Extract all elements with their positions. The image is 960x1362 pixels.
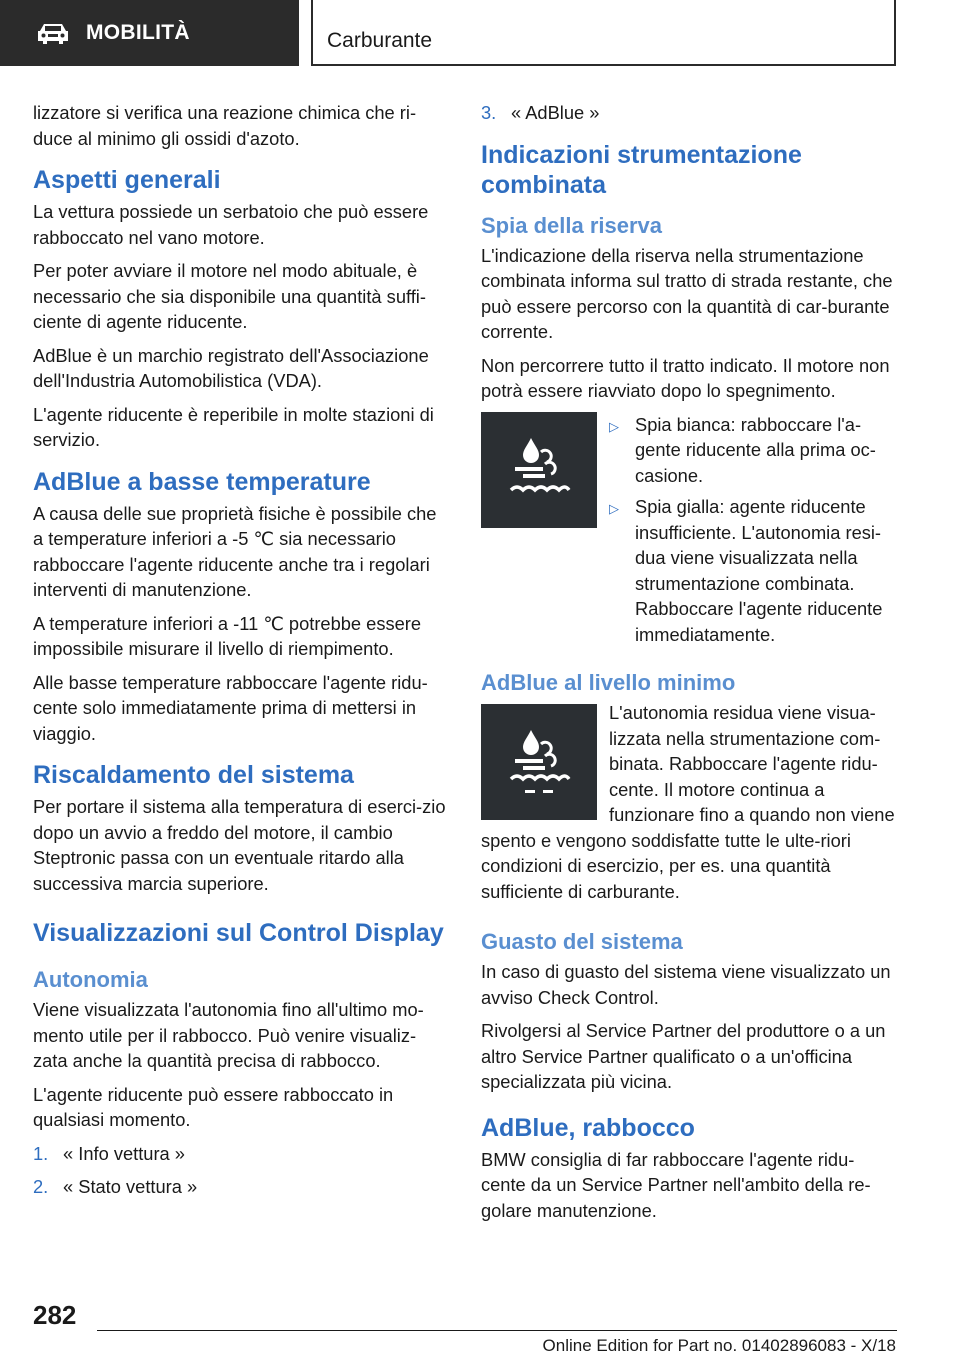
section-title: MOBILITÀ xyxy=(86,21,190,44)
paragraph: A causa delle sue proprietà fisiche è possibile che a temperature inferiori a -5 ℃ sia necessario rabboccare l'agente riducente anche tra i regolari interventi di manutenzione. xyxy=(33,502,437,600)
steps-list-continued xyxy=(481,100,899,126)
heading-rabbocco: AdBlue, rabbocco xyxy=(481,1113,695,1142)
adblue-warning-icon xyxy=(501,432,577,508)
list-item xyxy=(33,1174,447,1200)
paragraph: La vettura possiede un serbatoio che può essere rabboccato nel vano motore. xyxy=(33,201,429,248)
list-item xyxy=(609,412,899,489)
paragraph: AdBlue è un marchio registrato dell'Associazione dell'Industria Automobilistica (VDA). xyxy=(33,344,429,391)
heading-livello-minimo: AdBlue al livello minimo xyxy=(481,670,736,695)
subsection-title: Carburante xyxy=(327,29,433,52)
paragraph: Viene visualizzata l'autonomia fino all'ultimo mo-mento utile per il rabbocco. Può venire visualiz-zata anche la quantità precisa di rabbocco. xyxy=(33,999,424,1071)
step-text: « Info vettura » xyxy=(63,1142,185,1164)
paragraph: Rivolgersi al Service Partner del produttore o a un altro Service Partner qualificato o a un'officina specializzata più vicina. xyxy=(481,1020,886,1092)
paragraph: Per poter avviare il motore nel modo abituale, è necessario che sia disponibile una quantità suffi-ciente di agente riducente. xyxy=(33,260,426,332)
paragraph: A temperature inferiori a -11 ℃ potrebbe essere impossibile misurare il livello di riempimento. xyxy=(33,612,422,659)
steps-list xyxy=(33,1141,447,1200)
triangle-bullet-icon: ▷ xyxy=(609,501,619,516)
paragraph: Alle basse temperature rabboccare l'agente ridu-cente solo immediatamente prima di mettersi in viaggio. xyxy=(33,671,428,744)
footer-divider xyxy=(97,1330,897,1331)
heading-indicazioni: Indicazioni strumentazione combinata xyxy=(481,140,802,199)
reserve-warning-block xyxy=(481,412,899,654)
bullet-text: Spia bianca: rabboccare l'a-gente riducente alla prima oc-casione. xyxy=(635,413,876,486)
list-item xyxy=(33,1141,447,1167)
heading-autonomia: Autonomia xyxy=(33,967,148,992)
intro-paragraph: lizzatore si verifica una reazione chimica che ri-duce al minimo gli ossidi d'azoto. xyxy=(33,102,417,149)
adblue-warning-icon xyxy=(481,412,597,528)
paragraph: L'agente riducente può essere rabboccato in qualsiasi momento. xyxy=(33,1083,394,1130)
list-item xyxy=(481,100,899,126)
step-text: « AdBlue » xyxy=(511,102,600,123)
paragraph: Non percorrere tutto il tratto indicato. Il motore non potrà essere riavviato dopo lo spegnimento. xyxy=(481,354,890,401)
paragraph: L'autonomia residua viene visua-lizzata nella strumentazione com-binata. Rabboccare l'agente ridu-cente. Il motore continua a funzionare fino a quando non viene spento e vengono soddisfatte tutte le ulte-riori condizioni di esercizio, per es. una quantità sufficiente di carburante. xyxy=(481,702,895,902)
page-header xyxy=(0,0,960,66)
list-item xyxy=(609,494,899,647)
subsection-box xyxy=(311,0,896,66)
step-number: 2. xyxy=(33,1176,49,1197)
paragraph: BMW consiglia di far rabboccare l'agente ridu-cente da un Service Partner nell'ambito della re-golare manutenzione. xyxy=(481,1148,871,1221)
section-tab xyxy=(0,0,299,66)
paragraph: L'agente riducente è reperibile in molte stazioni di servizio. xyxy=(33,403,434,450)
paragraph: L'indicazione della riserva nella strumentazione combinata informa sul tratto di strada restante, che può essere percorso con la quantità di car-burante corrente. xyxy=(481,244,893,342)
adblue-minimum-icon xyxy=(501,724,577,800)
heading-spia-riserva: Spia della riserva xyxy=(481,212,662,238)
triangle-bullet-icon: ▷ xyxy=(609,418,619,434)
heading-basse-temperature: AdBlue a basse temperature xyxy=(33,467,371,496)
edition-note: Online Edition for Part no. 01402896083 - X/18 xyxy=(542,1336,896,1355)
adblue-minimum-icon xyxy=(481,704,597,820)
page-number: 282 xyxy=(33,1300,77,1330)
heading-visualizzazioni: Visualizzazioni sul Control Display xyxy=(33,919,444,947)
right-column xyxy=(481,100,899,1231)
heading-aspetti-generali: Aspetti generali xyxy=(33,166,221,194)
heading-guasto-sistema: Guasto del sistema xyxy=(481,929,683,954)
bullet-list xyxy=(609,412,899,654)
minimo-block xyxy=(481,700,899,912)
paragraph: In caso di guasto del sistema viene visualizzato un avviso Check Control. xyxy=(481,961,891,1008)
left-column xyxy=(33,100,447,1208)
bullet-text: Spia gialla: agente riducente insufficiente. L'autonomia resi-dua viene visualizzata nella strumentazione combinata. Rabboccare l'agente riducente immediatamente. xyxy=(635,496,883,645)
step-number: 1. xyxy=(33,1142,49,1164)
step-number: 3. xyxy=(481,102,497,123)
heading-riscaldamento: Riscaldamento del sistema xyxy=(33,761,354,789)
car-icon xyxy=(36,22,70,44)
step-text: « Stato vettura » xyxy=(63,1176,198,1197)
paragraph: Per portare il sistema alla temperatura di eserci-zio dopo un avvio a freddo del motore, il cambio Steptronic passa con un eventuale ritardo alla successiva marcia superiore. xyxy=(33,796,446,894)
